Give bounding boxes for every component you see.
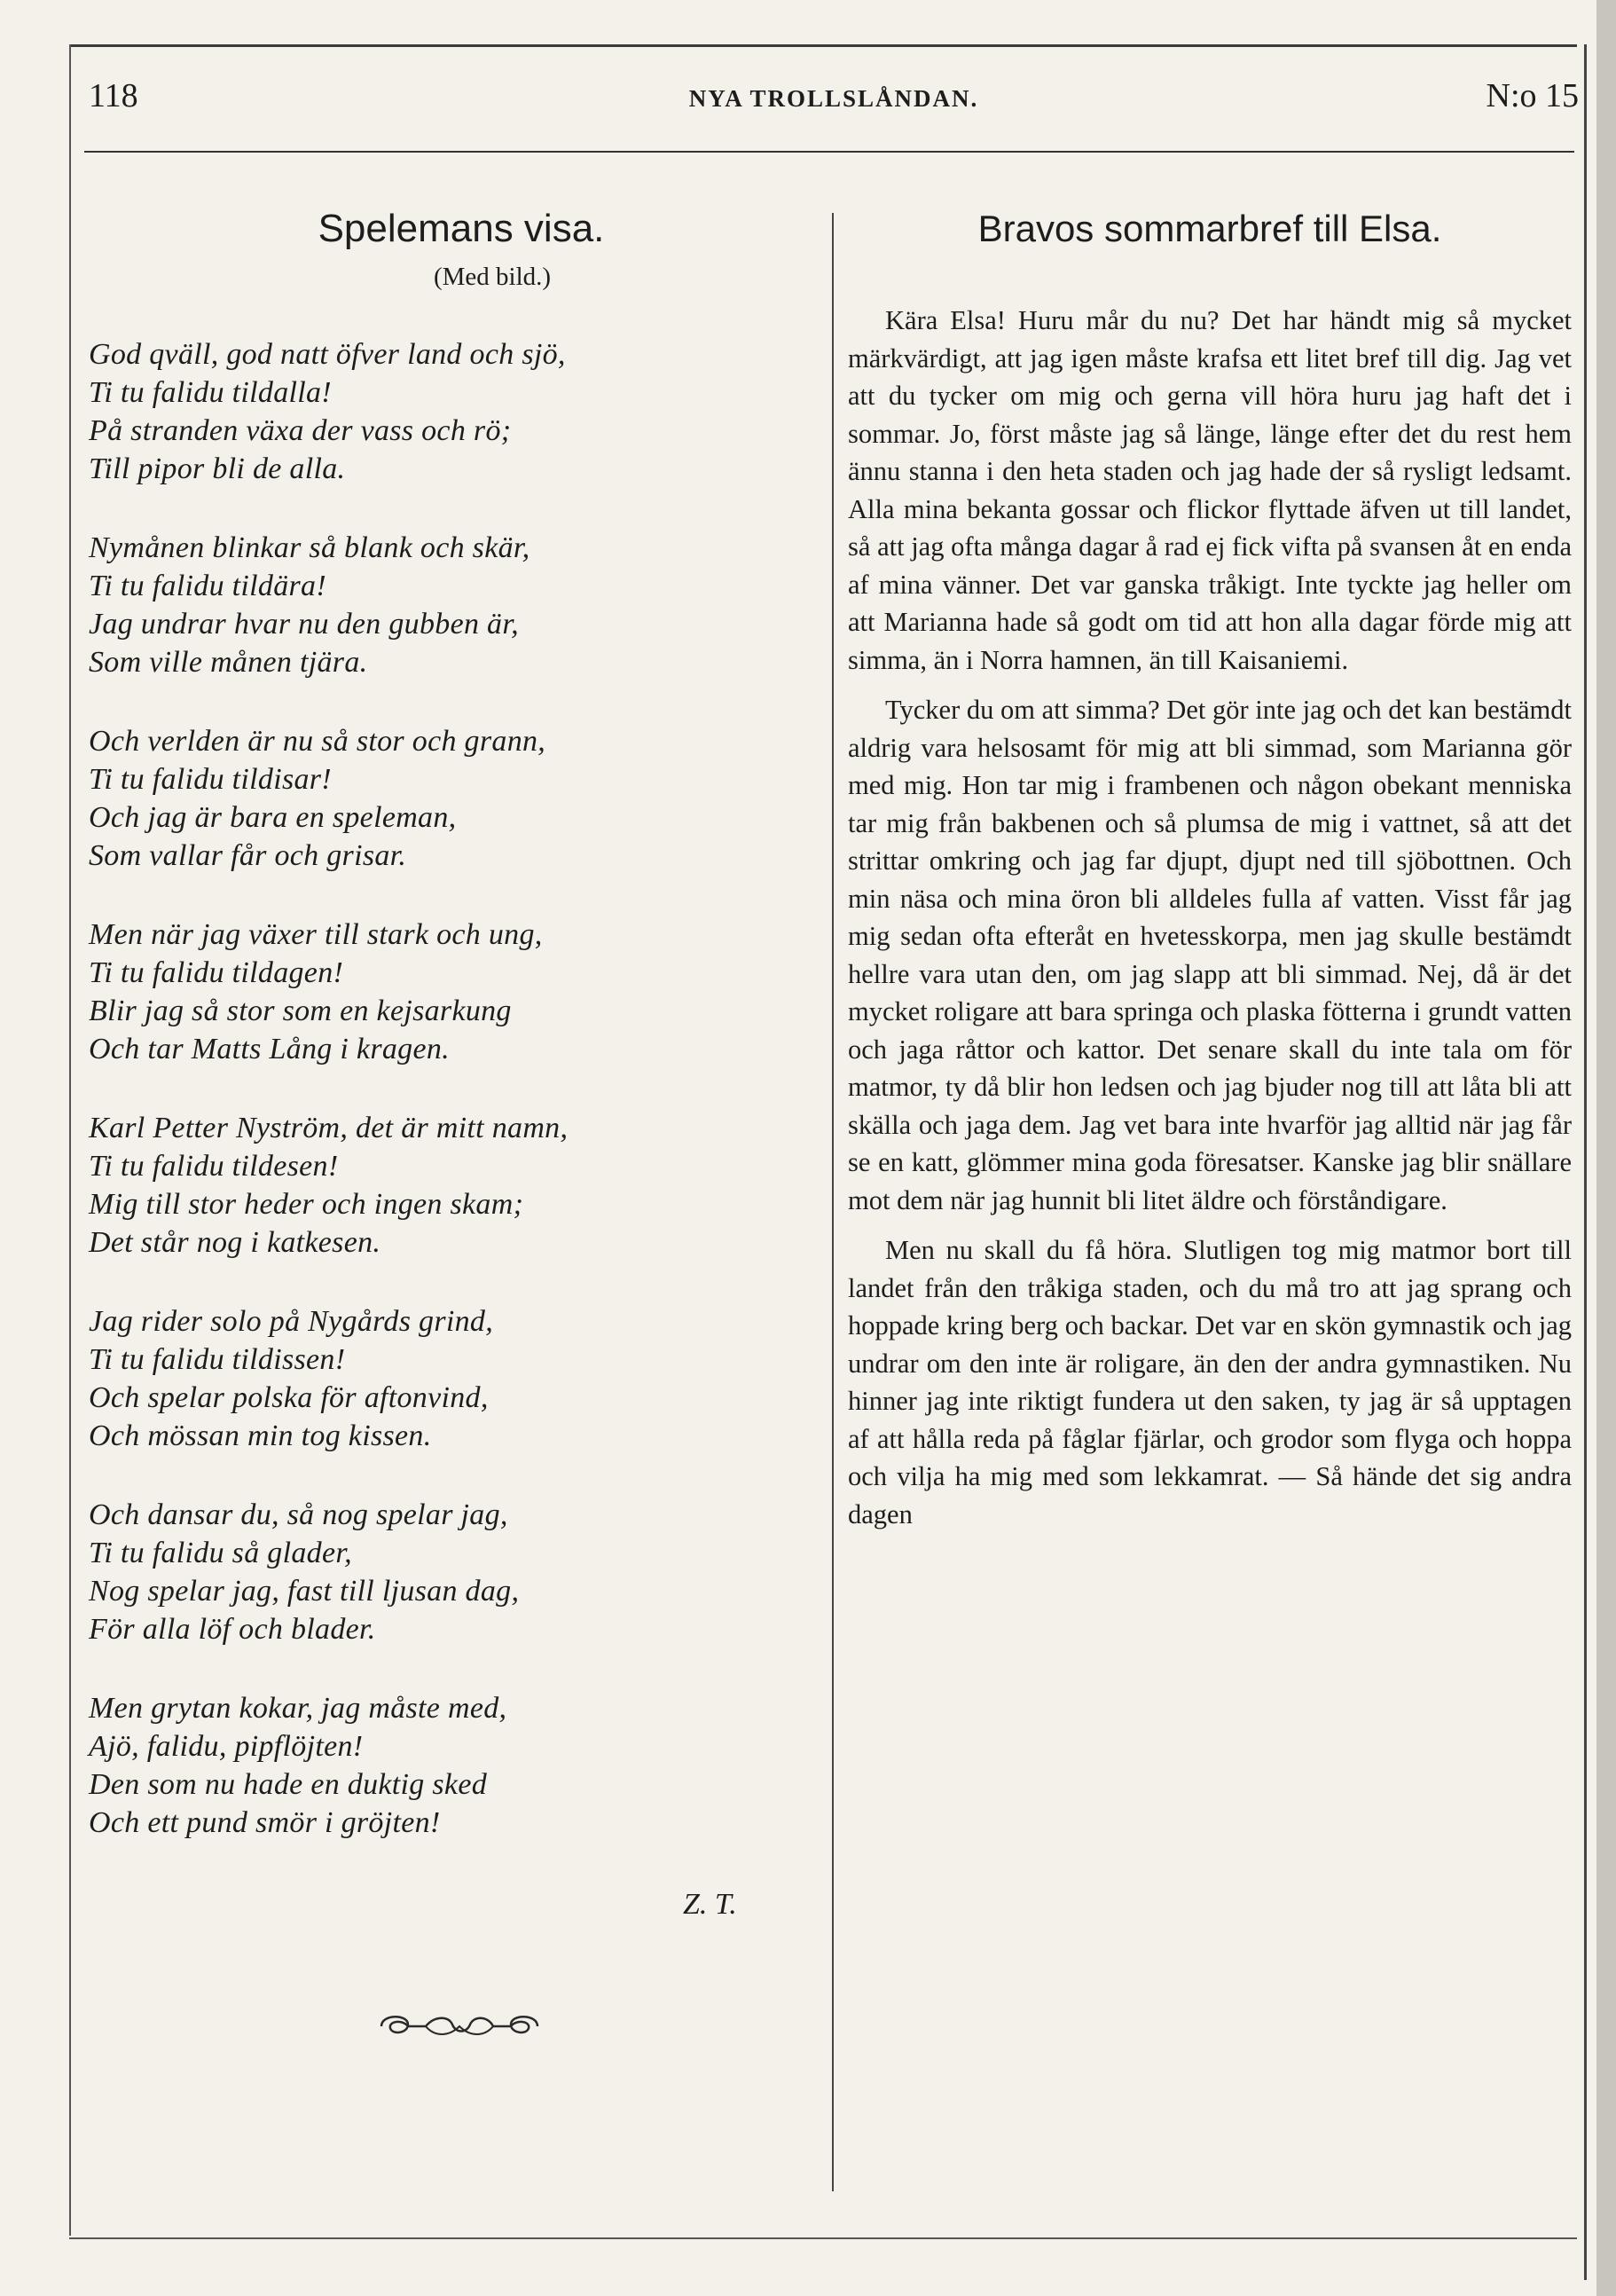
stanza — [89, 1109, 798, 1262]
verse-line: Karl Petter Nyström, det är mitt namn, — [89, 1112, 569, 1144]
verse-line: Och mössan min tog kissen. — [89, 1419, 432, 1452]
verse-line: Och tar Matts Lång i kragen. — [89, 1033, 450, 1065]
verse-line: På stranden växa der vass och rö; — [89, 414, 512, 447]
verse-line: Mig till stor heder och ingen skam; — [89, 1188, 524, 1221]
poem-subtitle: (Med bild.) — [433, 263, 552, 291]
issue-number: N:o 15 — [1486, 77, 1579, 114]
stanza — [89, 1496, 798, 1648]
verse-line: Ti tu falidu så glader, — [89, 1537, 352, 1569]
frame-rule-bottom — [69, 2237, 1577, 2239]
poem-title: Spelemans visa. — [318, 207, 605, 250]
verse-line: Och ett pund smör i gröjten! — [89, 1806, 441, 1839]
poem-stanzas — [89, 335, 798, 1842]
verse-line: Ti tu falidu tildalla! — [89, 376, 332, 409]
page-edge-shadow — [1596, 0, 1616, 2296]
verse-line: Ajö, falidu, pipflöjten! — [89, 1730, 364, 1763]
verse-line: Jag rider solo på Nygårds grind, — [89, 1305, 494, 1338]
header-rule — [84, 151, 1574, 153]
verse-line: Och jag är bara en speleman, — [89, 801, 457, 834]
letter-paragraph: Kära Elsa! Huru mår du nu? Det har händt mig så mycket märkvärdigt, att jag igen måste krafsa ett litet bref till dig. Jag vet att du tycker om mig och gerna vill höra huru jag haft det i sommar. Jo, först måste jag så länge, länge efter det du rest hem ännu stanna i den heta staden och jag hade der så rysligt ledsamt. Alla mina bekanta gossar och flickor flyttade äfven ut till landet, så att jag ofta många dagar å rad ej fick vifta på svansen åt en enda af mina vänner. Det var ganska tråkigt. Inte tyckte jag heller om att Marianna hade så godt om tid att hon alla dagar förde mig att simma, än i Norra hamnen, än till Kaisaniemi. — [848, 305, 1572, 675]
verse-line: Och verlden är nu så stor och grann, — [89, 725, 546, 758]
letter-title: Bravos sommarbref till Elsa. — [977, 208, 1442, 249]
frame-rule-top — [69, 44, 1577, 47]
verse-line: Till pipor bli de alla. — [89, 452, 346, 485]
verse-line: Men grytan kokar, jag måste med, — [89, 1692, 507, 1725]
verse-line: Det står nog i katkesen. — [89, 1226, 381, 1259]
letter-paragraph: Men nu skall du få höra. Slutligen tog mig matmor bort till landet från den tråkiga staden, och du må tro att jag sprang och hoppade kring berg och backar. Det var en skön gymnastik och jag undrar om den inte är roligare, än den der andra gymnastiken. Nu hinner jag inte riktigt fundera ut den saken, ty jag är så upptagen af att hålla reda på fåglar fjärlar, och grodor som flyga och hoppa och vilja ha mig med som lekkamrat. — Så hände det sig andra dagen — [848, 1235, 1572, 1529]
verse-line: Och dansar du, så nog spelar jag, — [89, 1498, 508, 1531]
verse-line: God qväll, god natt öfver land och sjö, — [89, 338, 566, 371]
stanza — [89, 529, 798, 681]
verse-line: Nymånen blinkar så blank och skär, — [89, 531, 530, 564]
stanza — [89, 1689, 798, 1842]
verse-line: Jag undrar hvar nu den gubben är, — [89, 608, 519, 641]
stanza — [89, 1302, 798, 1455]
running-header — [89, 76, 1579, 122]
stanza — [89, 722, 798, 875]
verse-line: Blir jag så stor som en kejsarkung — [89, 995, 512, 1027]
frame-rule-left — [69, 44, 71, 2236]
stanza — [89, 335, 798, 488]
verse-line: Ti tu falidu tildära! — [89, 570, 326, 602]
poem-column — [89, 202, 798, 1883]
column-divider — [832, 213, 834, 2191]
frame-rule-right — [1584, 44, 1587, 2280]
verse-line: Ti tu falidu tildesen! — [89, 1150, 339, 1183]
verse-line: Och spelar polska för aftonvind, — [89, 1381, 489, 1414]
letter-column — [848, 202, 1572, 1545]
verse-line: Som vallar får och grisar. — [89, 839, 407, 872]
letter-paragraph: Tycker du om att simma? Det gör inte jag och det kan bestämdt aldrig vara helsosamt för mig att bli simmad, som Marianna gör med mig. Hon tar mig i frambenen och någon obekant menniska tar mig från bakbenen och så plumsa de mig i vattnet, så att det strittar omkring och jag far djupt, djupt ned till sjöbottnen. Och min näsa och mina öron bli alldeles fulla af vatten. Visst får jag mig sedan ofta efteråt en hvetesskorpa, men jag skulle bestämdt hellre vara utan den, om jag slapp att bli simmad. Nej, då är det mycket roligare att bara springa och plaska fötterna i grundt vatten och jaga råttor och kattor. Det senare skall du inte tala om för matmor, ty då blir hon ledsen och jag bjuder nog till att låta bli att skälla och jaga dem. Jag vet bara inte hvarför jag alltid när jag får se en katt, glömmer mina goda föresatser. Kanske jag blir snällare mot dem när jag hunnit bli litet äldre och förståndigare. — [848, 695, 1572, 1215]
verse-line: Nog spelar jag, fast till ljusan dag, — [89, 1575, 520, 1608]
verse-line: Den som nu hade en duktig sked — [89, 1768, 488, 1801]
verse-line: Ti tu falidu tildisar! — [89, 763, 332, 796]
magazine-title: NYA TROLLSLÅNDAN. — [688, 85, 979, 112]
verse-line: Ti tu falidu tildagen! — [89, 956, 344, 989]
poem-signature: Z. T. — [683, 1888, 737, 1921]
verse-line: Som ville månen tjära. — [89, 646, 368, 679]
verse-line: Ti tu falidu tildissen! — [89, 1343, 346, 1376]
ornament-flourish-icon — [373, 2007, 546, 2042]
stanza — [89, 916, 798, 1068]
verse-line: För alla löf och blader. — [89, 1613, 376, 1646]
verse-line: Men när jag växer till stark och ung, — [89, 918, 543, 951]
page-number: 118 — [89, 77, 138, 114]
